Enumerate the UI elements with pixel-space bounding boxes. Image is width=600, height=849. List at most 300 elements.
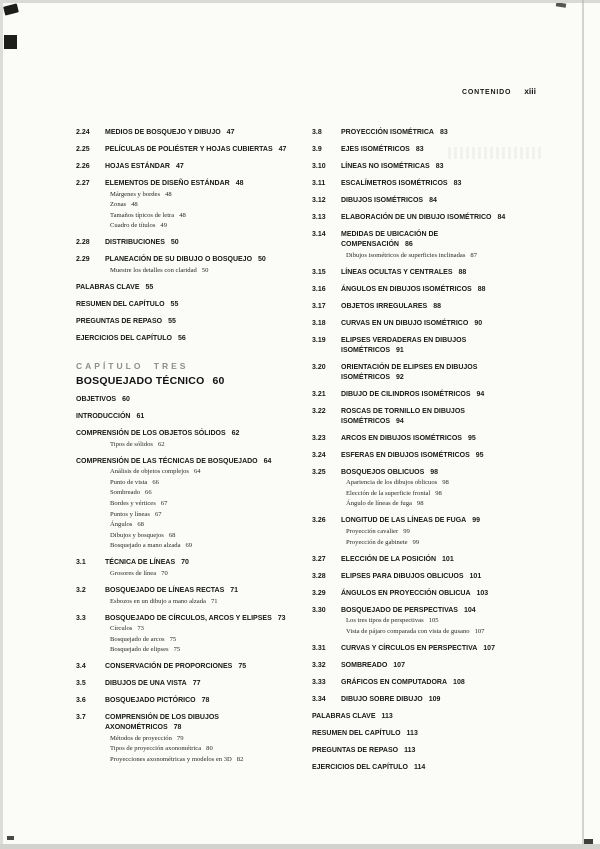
toc-column-left xyxy=(76,121,302,765)
entry-page-number: 98 xyxy=(430,468,439,476)
entry-number: 3.11 xyxy=(312,180,326,187)
entry-page-number: 107 xyxy=(483,644,495,652)
entry-title: Tipos de sólidos 62 xyxy=(110,440,165,448)
toc-entry-main xyxy=(312,162,562,172)
toc-entry-main xyxy=(312,695,562,705)
toc-entry-sub xyxy=(312,527,562,537)
toc-entry-main xyxy=(312,407,562,427)
toc-entry-sub xyxy=(76,266,302,276)
entry-title: Métodos de proyección 79 xyxy=(110,734,184,742)
toc-entry-main xyxy=(76,586,302,596)
entry-page-number: 48 xyxy=(131,201,138,209)
toc-entry-main xyxy=(312,319,562,329)
entry-page-number: 88 xyxy=(458,268,467,276)
entry-title: DIBUJO SOBRE DIBUJO 109 xyxy=(341,695,441,703)
toc-entry-sub xyxy=(312,251,562,261)
entry-title: Dibujos isométricos de superficies inclinadas 87 xyxy=(346,251,477,259)
entry-number: 3.22 xyxy=(312,407,326,415)
toc-entry-main xyxy=(312,434,562,444)
entry-page-number: 87 xyxy=(470,251,477,259)
scan-artifact-top-left xyxy=(3,3,19,15)
entry-page-number: 79 xyxy=(176,734,184,742)
entry-number: 3.29 xyxy=(312,589,326,597)
entry-page-number: 66 xyxy=(152,478,159,486)
entry-title: ELEMENTOS DE DISEÑO ESTÁNDAR 48 xyxy=(105,180,244,187)
entry-title: Tamaños típicos de letra 48 xyxy=(110,211,186,219)
entry-number: 3.23 xyxy=(312,434,326,442)
entry-page-number: 75 xyxy=(169,635,177,643)
toc-entry-main xyxy=(312,589,562,599)
entry-number: 3.31 xyxy=(312,644,326,652)
toc-entry-main xyxy=(312,468,562,478)
entry-title: Puntos y líneas 67 xyxy=(110,510,162,518)
toc-entry-sub xyxy=(312,478,562,488)
entry-number: 3.18 xyxy=(312,319,326,327)
toc-entry-sub xyxy=(312,627,562,637)
entry-title: ARCOS EN DIBUJOS ISOMÉTRICOS 95 xyxy=(341,434,476,442)
toc-entry-main xyxy=(76,558,302,568)
entry-title: CAPÍTULO TRES xyxy=(76,360,189,371)
entry-number: 3.28 xyxy=(312,572,326,580)
entry-page-number: 83 xyxy=(435,163,444,170)
toc-entry-main xyxy=(312,213,562,223)
entry-page-number: 80 xyxy=(206,745,213,753)
toc-entry-head xyxy=(76,300,302,310)
entry-title: BOSQUEJADO TÉCNICO 60 xyxy=(76,374,225,387)
entry-page-number: 61 xyxy=(136,412,145,420)
entry-number: 3.32 xyxy=(312,661,326,669)
entry-page-number: 70 xyxy=(161,569,168,577)
scan-artifact-left-square xyxy=(4,35,17,49)
entry-title: LONGITUD DE LAS LÍNEAS DE FUGA 99 xyxy=(341,517,481,525)
entry-title: Bosquejado de arcos 75 xyxy=(110,635,177,643)
toc-entry-main xyxy=(76,662,302,672)
toc-entry-sub xyxy=(76,510,302,520)
entry-number: 2.28 xyxy=(76,239,90,247)
toc-entry-head xyxy=(76,457,302,467)
entry-title: Zonas 48 xyxy=(110,201,138,209)
toc-entry-chtitle xyxy=(76,375,302,388)
entry-title: BOSQUEJOS OBLICUOS 98 xyxy=(341,468,439,476)
entry-number: 3.33 xyxy=(312,678,326,686)
toc-entry-chlabel xyxy=(76,361,302,372)
entry-page-number: 68 xyxy=(137,521,144,529)
entry-number: 2.26 xyxy=(76,163,90,170)
entry-page-number: 55 xyxy=(145,283,154,291)
entry-title: DIBUJOS ISOMÉTRICOS 84 xyxy=(341,197,437,204)
entry-title: BOSQUEJADO DE CÍRCULOS, ARCOS Y ELIPSES 73 xyxy=(105,614,286,622)
entry-page-number: 56 xyxy=(177,334,186,342)
entry-number: 3.3 xyxy=(76,614,86,622)
entry-page-number: 95 xyxy=(475,451,484,459)
toc-entry-main xyxy=(76,679,302,689)
entry-number: 2.25 xyxy=(76,146,90,153)
toc-entry-main xyxy=(312,268,562,278)
entry-number: 3.26 xyxy=(312,517,326,525)
running-header xyxy=(462,86,536,96)
toc-entry-main xyxy=(312,196,562,206)
entry-page-number: 75 xyxy=(238,663,247,671)
entry-number: 3.27 xyxy=(312,555,326,563)
entry-title: MEDIOS DE BOSQUEJO Y DIBUJO 47 xyxy=(105,129,235,136)
scan-artifact-top-right xyxy=(556,2,567,8)
toc-entry-head xyxy=(312,746,562,756)
entry-page-number: 50 xyxy=(201,266,209,274)
toc-entry-main xyxy=(312,336,562,356)
entry-title: COMPRENSIÓN DE LOS DIBUJOS AXONOMÉTRICOS 78 xyxy=(105,714,219,732)
entry-title: PROYECCIÓN ISOMÉTRICA 83 xyxy=(341,129,448,136)
entry-title: Cuadro de títulos 49 xyxy=(110,222,168,230)
entry-title: ELIPSES VERDADERAS EN DIBUJOS ISOMÉTRICOS 91 xyxy=(341,336,467,354)
entry-page-number: 108 xyxy=(453,678,465,686)
entry-page-number: 92 xyxy=(396,373,404,381)
entry-page-number: 62 xyxy=(231,429,240,437)
toc-entry-main xyxy=(76,238,302,248)
entry-number: 3.20 xyxy=(312,363,326,371)
page-edge-right xyxy=(582,0,584,849)
entry-title: Proyecciones axonométricas y modelos en 3D 82 xyxy=(110,756,244,764)
entry-title: Elección de la superficie frontal 98 xyxy=(346,489,442,497)
toc-entry-head xyxy=(76,395,302,405)
entry-page-number: 105 xyxy=(428,617,439,625)
toc-entry-sub xyxy=(76,645,302,655)
entry-page-number: 48 xyxy=(179,211,186,219)
entry-page-number: 78 xyxy=(201,697,210,705)
toc-entry-sub xyxy=(76,755,302,765)
entry-title: Dibujos y bosquejos 68 xyxy=(110,531,176,539)
entry-title: Proyección de gabinete 99 xyxy=(346,538,420,546)
toc-entry-main xyxy=(312,390,562,400)
entry-page-number: 48 xyxy=(165,190,172,198)
entry-page-number: 107 xyxy=(474,627,485,635)
entry-title: Los tres tipos de perspectivas 105 xyxy=(346,617,439,625)
entry-page-number: 99 xyxy=(472,517,481,525)
entry-title: Proyección cavalier 99 xyxy=(346,527,410,535)
entry-title: Bosquejado a mano alzada 69 xyxy=(110,542,193,550)
entry-title: Apariencia de los dibujos oblicuos 98 xyxy=(346,479,449,487)
entry-number: 2.24 xyxy=(76,129,90,136)
entry-title: PREGUNTAS DE REPASO 55 xyxy=(76,317,176,325)
toc-column-right xyxy=(312,121,562,773)
entry-title: HOJAS ESTÁNDAR 47 xyxy=(105,163,184,170)
entry-page-number: 68 xyxy=(168,531,176,539)
entry-title: Ángulo de líneas de fuga 98 xyxy=(346,500,424,508)
entry-page-number: 62 xyxy=(158,440,165,448)
entry-page-number: 66 xyxy=(145,489,152,497)
entry-title: RESUMEN DEL CAPÍTULO 55 xyxy=(76,300,179,308)
toc-entry-head xyxy=(76,283,302,293)
entry-number: 3.5 xyxy=(76,680,86,688)
entry-title: PREGUNTAS DE REPASO 113 xyxy=(312,746,416,754)
entry-title: Análisis de objetos complejos 64 xyxy=(110,468,201,476)
entry-title: ORIENTACIÓN DE ELIPSES EN DIBUJOS ISOMÉTRICOS 92 xyxy=(341,363,478,381)
toc-entry-main xyxy=(312,285,562,295)
toc-entry-main xyxy=(76,162,302,172)
entry-title: Círculos 73 xyxy=(110,625,144,633)
entry-title: Grosores de línea 70 xyxy=(110,569,168,577)
page-edge-top xyxy=(0,0,600,3)
toc-entry-main xyxy=(312,179,562,189)
entry-title: TÉCNICA DE LÍNEAS 70 xyxy=(105,559,189,567)
entry-page-number: 73 xyxy=(137,625,144,633)
entry-page-number: 60 xyxy=(212,374,225,387)
entry-number: 3.13 xyxy=(312,214,326,221)
entry-page-number: 71 xyxy=(230,586,239,594)
entry-page-number: 83 xyxy=(415,146,424,153)
entry-page-number: 64 xyxy=(193,468,201,476)
entry-title: LÍNEAS NO ISOMÉTRICAS 83 xyxy=(341,163,444,170)
toc-entry-main xyxy=(76,713,302,733)
entry-title: BOSQUEJADO DE LÍNEAS RECTAS 71 xyxy=(105,586,239,594)
entry-title: PELÍCULAS DE POLIÉSTER Y HOJAS CUBIERTAS 47 xyxy=(105,146,287,153)
entry-page-number: 113 xyxy=(404,746,416,754)
entry-page-number: 104 xyxy=(463,606,476,614)
entry-page-number: 83 xyxy=(439,129,448,136)
page-edge-bottom xyxy=(0,844,600,849)
entry-page-number: 55 xyxy=(168,317,176,325)
entry-title: Bosquejado de elipses 75 xyxy=(110,646,181,654)
toc-entry-main xyxy=(312,644,562,654)
toc-entry-sub xyxy=(76,467,302,477)
entry-title: Bordes y vértices 67 xyxy=(110,499,168,507)
entry-title: ELABORACIÓN DE UN DIBUJO ISOMÉTRICO 84 xyxy=(341,214,506,221)
entry-title: Sombreado 66 xyxy=(110,489,152,497)
entry-page-number: 60 xyxy=(122,395,130,403)
entry-title: INTRODUCCIÓN 61 xyxy=(76,412,145,420)
entry-title: Muestre los detalles con claridad 50 xyxy=(110,266,209,274)
page-edge-left xyxy=(0,0,3,849)
toc-entry-main xyxy=(312,230,562,250)
entry-title: ELIPSES PARA DIBUJOS OBLICUOS 101 xyxy=(341,572,482,580)
entry-page-number: 99 xyxy=(412,538,420,546)
entry-title: OBJETIVOS 60 xyxy=(76,395,130,403)
entry-title: OBJETOS IRREGULARES 88 xyxy=(341,302,442,310)
toc-entry-sub xyxy=(312,489,562,499)
header-section-label: CONTENIDO xyxy=(461,89,512,96)
toc-entry-main xyxy=(312,678,562,688)
toc-entry-sub xyxy=(76,200,302,210)
toc-entry-sub xyxy=(76,531,302,541)
toc-entry-sub xyxy=(76,190,302,200)
entry-title: LÍNEAS OCULTAS Y CENTRALES 88 xyxy=(341,268,467,276)
toc-entry-sub xyxy=(312,538,562,548)
entry-page-number: 50 xyxy=(258,256,266,264)
toc-entry-sub xyxy=(76,478,302,488)
entry-title: ÁNGULOS EN DIBUJOS ISOMÉTRICOS 88 xyxy=(341,285,486,293)
toc-entry-head xyxy=(76,317,302,327)
entry-number: 3.4 xyxy=(76,663,86,671)
toc-entry-head xyxy=(312,712,562,722)
entry-title: MEDIDAS DE UBICACIÓN DE COMPENSACIÓN 86 xyxy=(341,231,439,248)
entry-page-number: 101 xyxy=(469,572,482,580)
entry-number: 3.14 xyxy=(312,231,326,238)
entry-page-number: 50 xyxy=(170,239,179,247)
entry-number: 3.17 xyxy=(312,302,326,310)
entry-number: 3.24 xyxy=(312,451,326,459)
entry-page-number: 67 xyxy=(154,510,162,518)
entry-page-number: 70 xyxy=(181,559,189,567)
toc-entry-head xyxy=(76,334,302,344)
entry-page-number: 73 xyxy=(277,614,286,622)
entry-page-number: 75 xyxy=(173,646,181,654)
entry-title: GRÁFICOS EN COMPUTADORA 108 xyxy=(341,678,465,686)
toc-entry-sub xyxy=(76,597,302,607)
entry-page-number: 113 xyxy=(406,729,418,737)
toc-entry-main xyxy=(76,255,302,265)
entry-title: DIBUJO DE CILINDROS ISOMÉTRICOS 94 xyxy=(341,390,485,398)
toc-entry-main xyxy=(76,614,302,624)
entry-title: BOSQUEJADO PICTÓRICO 78 xyxy=(105,697,210,705)
toc-entry-main xyxy=(312,661,562,671)
toc-entry-main xyxy=(312,451,562,461)
entry-page-number: 98 xyxy=(435,489,442,497)
entry-page-number: 84 xyxy=(429,197,437,204)
entry-number: 3.30 xyxy=(312,606,326,614)
entry-number: 3.8 xyxy=(312,129,322,136)
entry-title: CONSERVACIÓN DE PROPORCIONES 75 xyxy=(105,663,247,671)
entry-page-number: 99 xyxy=(403,527,410,535)
toc-entry-sub xyxy=(76,499,302,509)
toc-entry-main xyxy=(76,145,302,155)
entry-page-number: 90 xyxy=(474,319,483,327)
toc-entry-sub xyxy=(76,635,302,645)
toc-entry-main xyxy=(312,516,562,526)
entry-page-number: 55 xyxy=(170,300,179,308)
entry-page-number: 48 xyxy=(235,180,244,187)
entry-page-number: 84 xyxy=(497,214,506,221)
entry-title: ESFERAS EN DIBUJOS ISOMÉTRICOS 95 xyxy=(341,451,484,459)
toc-entry-main xyxy=(312,555,562,565)
entry-page-number: 86 xyxy=(404,241,413,248)
toc-entry-sub xyxy=(76,221,302,231)
entry-page-number: 78 xyxy=(173,724,182,732)
entry-page-number: 94 xyxy=(396,417,404,425)
entry-page-number: 91 xyxy=(396,346,404,354)
toc-entry-sub xyxy=(76,211,302,221)
entry-page-number: 71 xyxy=(210,597,218,605)
entry-page-number: 77 xyxy=(192,680,201,688)
entry-title: BOSQUEJADO DE PERSPECTIVAS 104 xyxy=(341,606,476,614)
entry-number: 3.21 xyxy=(312,390,326,398)
entry-title: COMPRENSIÓN DE LAS TÉCNICAS DE BOSQUEJADO 64 xyxy=(76,457,272,465)
entry-number: 3.2 xyxy=(76,586,86,594)
entry-number: 3.12 xyxy=(312,197,326,204)
entry-title: Márgenes y bordes 48 xyxy=(110,190,172,198)
header-page-number: xiii xyxy=(524,86,536,96)
entry-title: DIBUJOS DE UNA VISTA 77 xyxy=(105,680,201,688)
entry-title: COMPRENSIÓN DE LOS OBJETOS SÓLIDOS 62 xyxy=(76,429,240,437)
entry-number: 3.15 xyxy=(312,268,326,276)
entry-number: 3.25 xyxy=(312,468,326,476)
entry-title: ELECCIÓN DE LA POSICIÓN 101 xyxy=(341,555,454,563)
entry-page-number: 88 xyxy=(433,302,442,310)
entry-title: DISTRIBUCIONES 50 xyxy=(105,239,179,247)
entry-title: ESCALÍMETROS ISOMÉTRICOS 83 xyxy=(341,180,462,187)
toc-entry-main xyxy=(312,302,562,312)
toc-entry-main xyxy=(76,179,302,189)
toc-entry-sub xyxy=(312,499,562,509)
entry-title: Tipos de proyección axonométrica 80 xyxy=(110,745,213,753)
toc-entry-sub xyxy=(76,744,302,754)
entry-page-number: 98 xyxy=(416,500,424,508)
entry-page-number: 47 xyxy=(226,129,235,136)
entry-number: 3.19 xyxy=(312,336,326,344)
entry-page-number: 67 xyxy=(160,499,168,507)
entry-number: 3.7 xyxy=(76,714,86,722)
entry-number: 2.29 xyxy=(76,256,90,264)
entry-page-number: 113 xyxy=(381,712,393,720)
toc-entry-main xyxy=(312,363,562,383)
entry-page-number: 88 xyxy=(477,285,486,293)
entry-title: Esbozos en un dibujo a mano alzada 71 xyxy=(110,597,218,605)
toc-entry-sub xyxy=(76,624,302,634)
toc-entry-sub xyxy=(312,616,562,626)
entry-title: RESUMEN DEL CAPÍTULO 113 xyxy=(312,729,418,737)
entry-page-number: 47 xyxy=(278,146,287,153)
scan-ghosting-artifact xyxy=(448,147,544,159)
toc-entry-sub xyxy=(76,520,302,530)
entry-title: EJERCICIOS DEL CAPÍTULO 114 xyxy=(312,763,426,771)
entry-title: SOMBREADO 107 xyxy=(341,661,405,669)
entry-title: Punto de vista 66 xyxy=(110,478,159,486)
entry-page-number: 98 xyxy=(442,479,449,487)
entry-page-number: 109 xyxy=(428,695,441,703)
toc-entry-sub xyxy=(76,541,302,551)
toc-entry-sub xyxy=(76,734,302,744)
entry-title: EJERCICIOS DEL CAPÍTULO 56 xyxy=(76,334,186,342)
entry-page-number: 114 xyxy=(413,763,426,771)
entry-page-number: 82 xyxy=(236,756,244,764)
entry-page-number: 95 xyxy=(467,434,476,442)
toc-entry-sub xyxy=(76,440,302,450)
entry-page-number: 64 xyxy=(263,457,272,465)
entry-number: 2.27 xyxy=(76,180,90,187)
toc-entry-head xyxy=(76,429,302,439)
entry-title: ÁNGULOS EN PROYECCIÓN OBLICUA 103 xyxy=(341,589,489,597)
entry-page-number: 49 xyxy=(160,222,168,230)
toc-entry-main xyxy=(312,128,562,138)
entry-title: EJES ISOMÉTRICOS 83 xyxy=(341,146,424,153)
entry-number: 3.9 xyxy=(312,146,322,153)
toc-entry-head xyxy=(76,412,302,422)
toc-entry-main xyxy=(312,572,562,582)
toc-entry-main xyxy=(312,606,562,616)
entry-page-number: 69 xyxy=(185,542,193,550)
entry-page-number: 94 xyxy=(476,390,485,398)
entry-page-number: 107 xyxy=(393,661,405,669)
entry-page-number: 83 xyxy=(453,180,462,187)
toc-entry-sub xyxy=(76,488,302,498)
entry-page-number: 101 xyxy=(442,555,454,563)
toc-entry-main xyxy=(76,696,302,706)
entry-title: CURVAS Y CÍRCULOS EN PERSPECTIVA 107 xyxy=(341,644,495,652)
entry-title: Ángulos 68 xyxy=(110,521,144,529)
entry-page-number: 47 xyxy=(175,163,184,170)
entry-number: 3.1 xyxy=(76,559,86,567)
toc-entry-sub xyxy=(76,569,302,579)
entry-number: 3.16 xyxy=(312,285,326,293)
entry-title: Vista de pájaro comparada con vista de gusano 107 xyxy=(346,627,485,635)
entry-number: 3.6 xyxy=(76,697,86,705)
entry-title: PALABRAS CLAVE 113 xyxy=(312,712,393,720)
entry-title: PLANEACIÓN DE SU DIBUJO O BOSQUEJO 50 xyxy=(105,256,266,264)
toc-entry-main xyxy=(76,128,302,138)
entry-title: PALABRAS CLAVE 55 xyxy=(76,283,154,291)
entry-page-number: 103 xyxy=(476,589,489,597)
entry-number: 3.34 xyxy=(312,695,326,703)
toc-entry-head xyxy=(312,729,562,739)
scan-artifact-bottom-left xyxy=(7,836,14,840)
